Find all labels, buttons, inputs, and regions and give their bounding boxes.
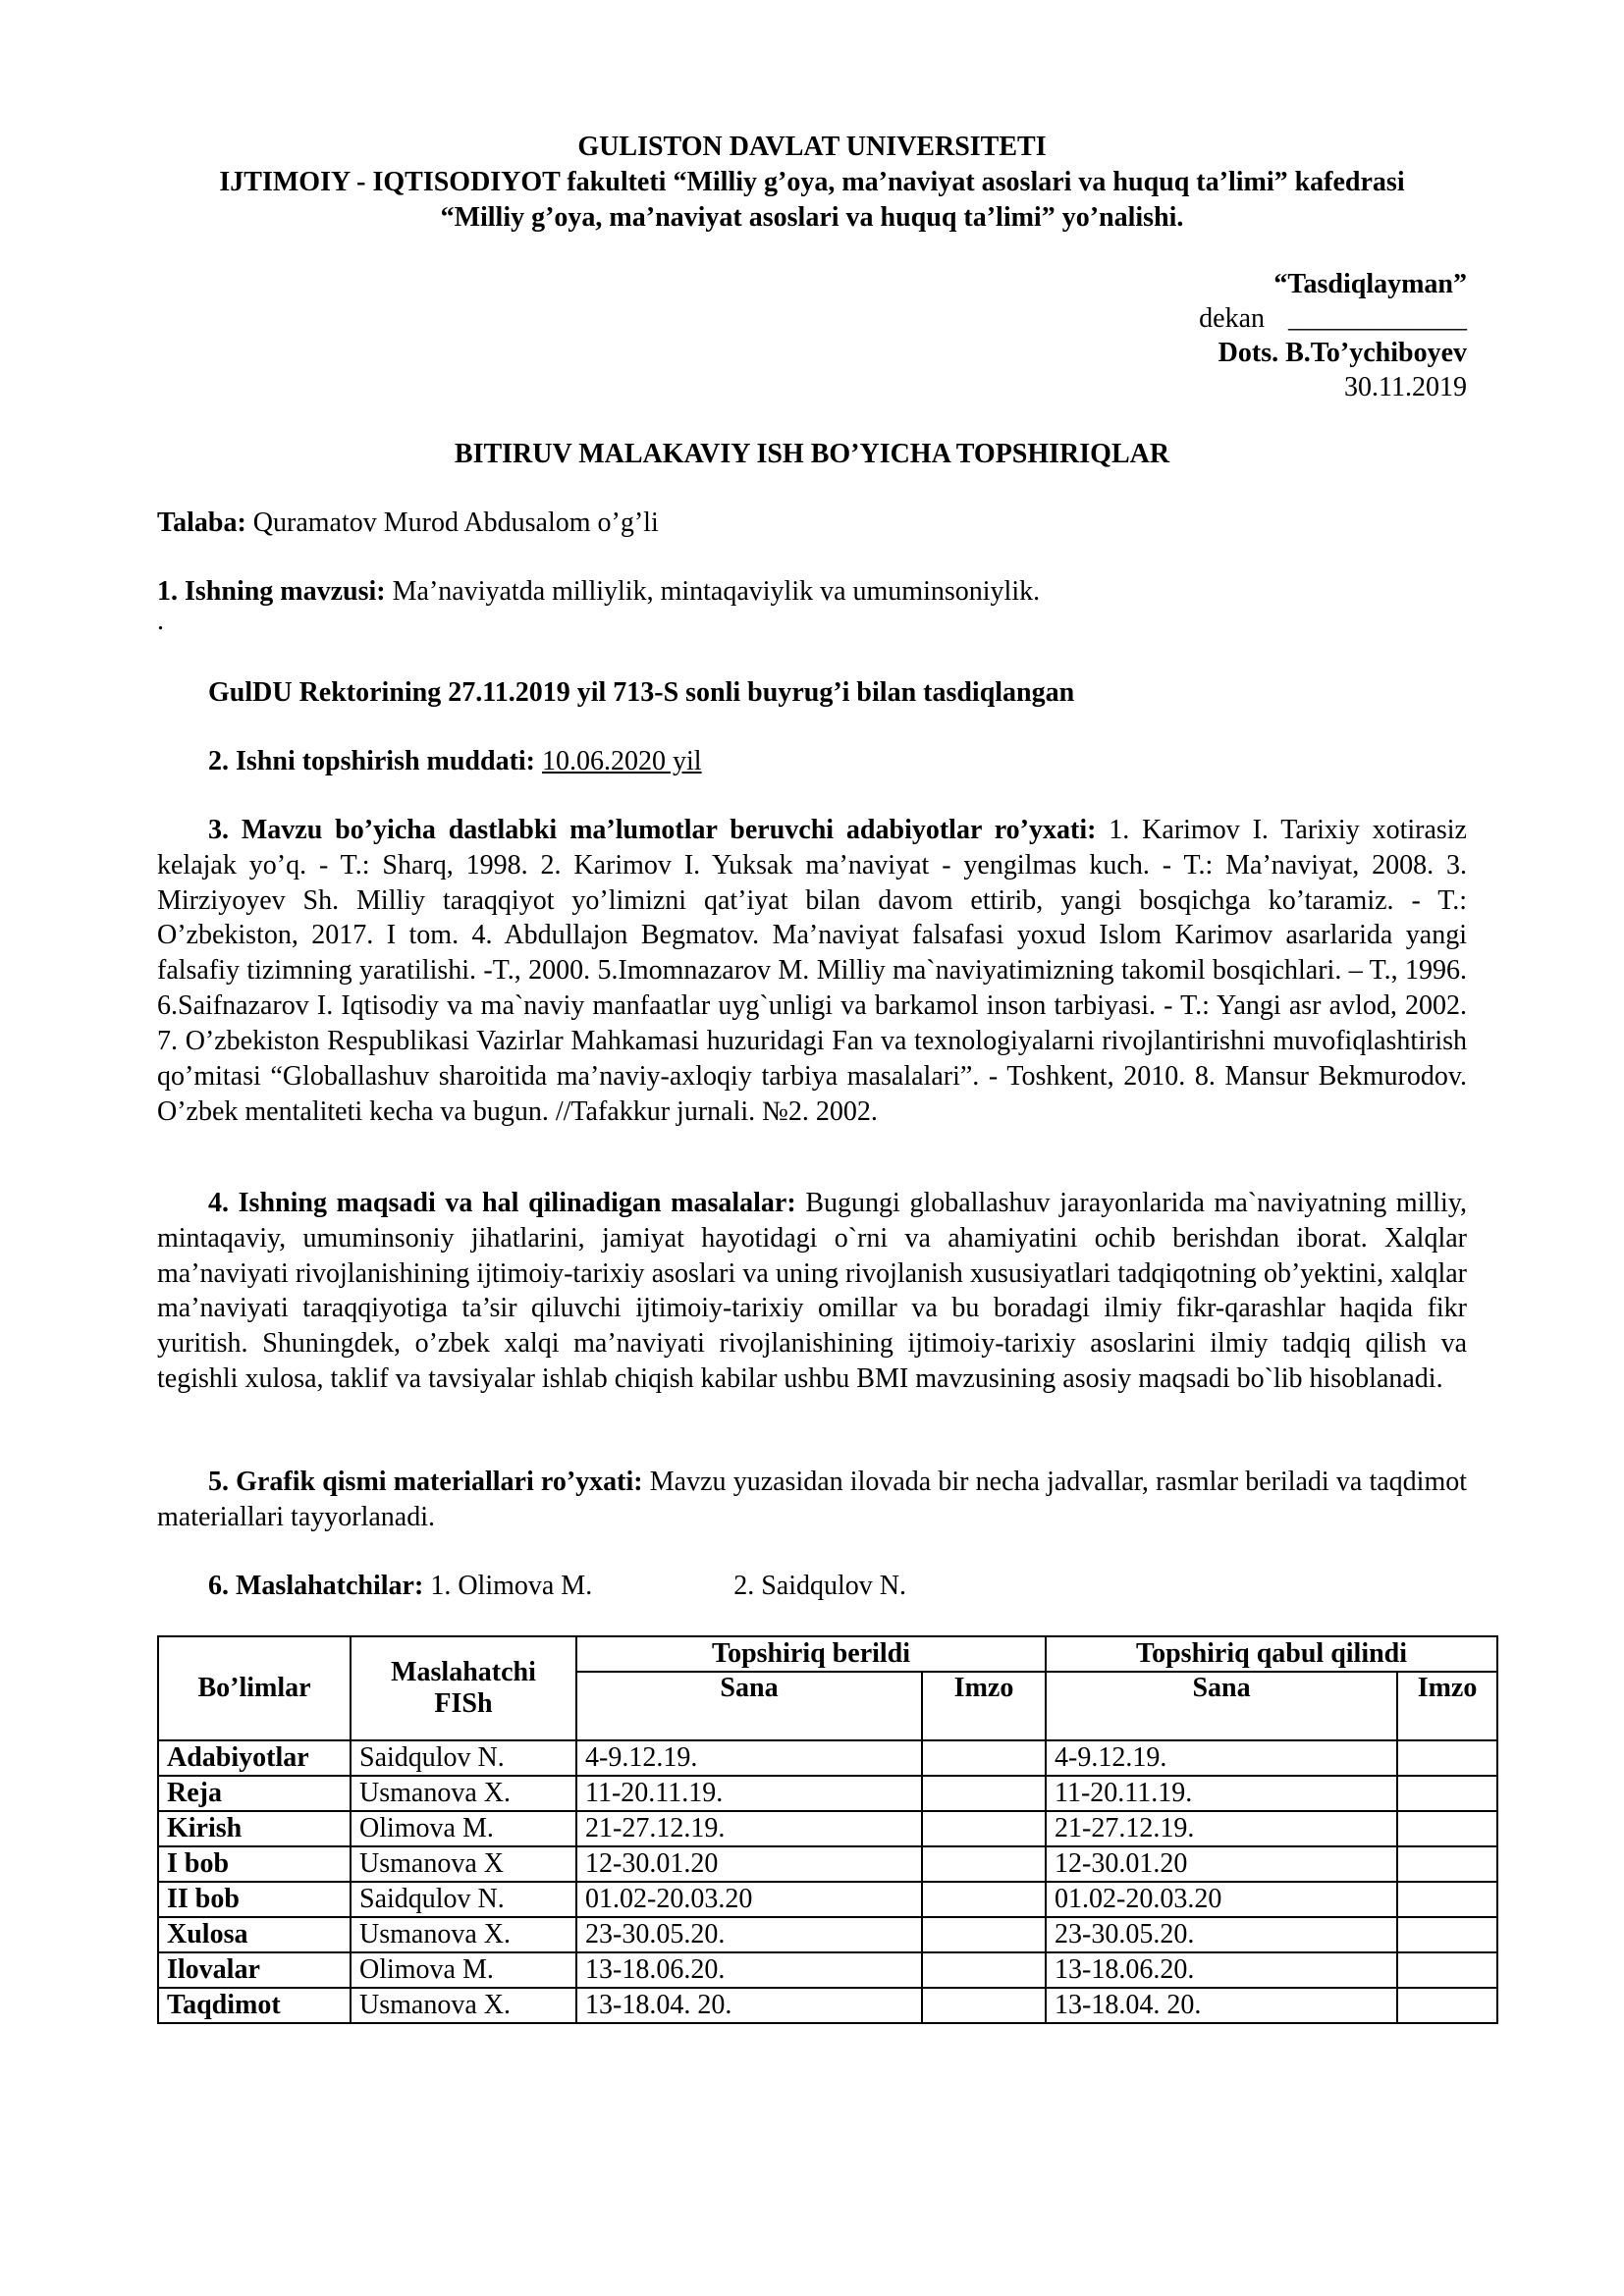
row-given-signature	[922, 1740, 1046, 1776]
stray-dot: .	[157, 606, 164, 636]
row-accepted-date: 11-20.11.19.	[1046, 1776, 1397, 1811]
advisors-label: 6. Maslahatchilar:	[208, 1571, 424, 1601]
approval-signature-line: _____________	[1288, 303, 1467, 334]
table-row	[158, 1740, 1497, 1776]
row-accepted-date: 21-27.12.19.	[1046, 1811, 1397, 1846]
row-accepted-signature	[1397, 1740, 1497, 1776]
row-advisor: Olimova M.	[351, 1811, 576, 1846]
row-given-signature	[922, 1917, 1046, 1952]
faculty-line: IJTIMOIY - IQTISODIYOT fakulteti “Milliy g’oya, ma’naviyat asoslari va huquq ta’limi” kafedrasi	[219, 167, 1405, 197]
schedule-body	[158, 1740, 1497, 2023]
table-row	[158, 1776, 1497, 1811]
header-given-date: Sana	[576, 1672, 922, 1740]
row-accepted-signature	[1397, 1988, 1497, 2023]
header-given-signature: Imzo	[922, 1672, 1046, 1740]
literature-label: 3. Mavzu bo’yicha dastlabki ma’lumotlar beruvchi adabiyotlar ro’yxati:	[208, 815, 1097, 845]
header-advisor-line2: FISh	[434, 1688, 493, 1719]
row-given-date: 12-30.01.20	[576, 1846, 922, 1882]
header-given: Topshiriq berildi	[576, 1636, 1046, 1672]
schedule-table	[157, 1635, 1498, 2024]
row-advisor: Saidqulov N.	[351, 1882, 576, 1917]
row-accepted-date: 13-18.04. 20.	[1046, 1988, 1397, 2023]
row-section: Ilovalar	[158, 1952, 351, 1988]
row-given-date: 13-18.04. 20.	[576, 1988, 922, 2023]
graphics-paragraph	[157, 1465, 1467, 1535]
literature-paragraph	[157, 813, 1467, 1129]
row-given-signature	[922, 1811, 1046, 1846]
table-row	[158, 1917, 1497, 1952]
row-accepted-date: 12-30.01.20	[1046, 1846, 1397, 1882]
row-accepted-date: 23-30.05.20.	[1046, 1917, 1397, 1952]
row-accepted-signature	[1397, 1917, 1497, 1952]
row-advisor: Saidqulov N.	[351, 1740, 576, 1776]
topic-label: 1. Ishning mavzusi:	[157, 576, 386, 607]
literature-text: 1. Karimov I. Tarixiy xotirasiz kelajak yo’q. - T.: Sharq, 1998. 2. Karimov I. Yuksak ma’naviyat - yengilmas kuch. - T.: Ma’naviyat, 2008. 3. Mirziyoyev Sh. Milliy taraqqiyot yo’limizni qat’iyat bilan davom ettirib, yangi bosqichga ko’taramiz. - T.: O’zbekiston, 2017. I tom. 4. Abdullajon Begmatov. Ma’naviyat falsafasi yoxud Islom Karimov asarlarida yangi falsafiy tizimning yaratilishi. -T., 2000. 5.Imomnazarov M. Milliy ma`naviyatimizning takomil bosqichlari. – T., 1996. 6.Saifnazarov I. Iqtisodiy va ma`naviy manfaatlar uyg`unligi va barkamol inson tarbiyasi. - T.: Yangi asr avlod, 2002. 7. O’zbekiston Respublikasi Vazirlar Mahkamasi huzuridagi Fan va texnologiyalarni rivojlantirishni muvofiqlashtirish qo’mitasi “Globallashuv sharoitida ma’naviy-axloqiy tarbiya masalalari”. - Toshkent, 2010. 8. Mansur Bekmurodov. O’zbek mentaliteti kecha va bugun. //Tafakkur jurnali. №2. 2002.	[157, 815, 1467, 1127]
direction-line: “Milliy g’oya, ma’naviyat asoslari va huquq ta’limi” yo’nalishi.	[440, 202, 1184, 233]
goals-label: 4. Ishning maqsadi va hal qilinadigan masalalar:	[208, 1188, 796, 1218]
row-given-date: 21-27.12.19.	[576, 1811, 922, 1846]
row-given-signature	[922, 1846, 1046, 1882]
row-section: Xulosa	[158, 1917, 351, 1952]
document-title: BITIRUV MALAKAVIY ISH BO’YICHA TOPSHIRIQLAR	[454, 439, 1170, 469]
row-accepted-date: 4-9.12.19.	[1046, 1740, 1397, 1776]
row-advisor: Olimova M.	[351, 1952, 576, 1988]
approval-date: 30.11.2019	[1344, 372, 1467, 402]
table-row	[158, 1952, 1497, 1988]
advisor-second: 2. Saidqulov N.	[733, 1571, 906, 1601]
topic-text: Ma’naviyatda milliylik, mintaqaviylik va umuminsoniylik.	[392, 576, 1041, 607]
row-given-signature	[922, 1988, 1046, 2023]
advisors-line	[157, 1569, 1467, 1604]
approval-role: dekan	[1199, 303, 1265, 334]
header-accepted-signature: Imzo	[1397, 1672, 1497, 1740]
goals-text: Bugungi globallashuv jarayonlarida ma`naviyatning milliy, mintaqaviy, umuminsoniy jihatlarini, jamiyat hayotidagi o`rni va ahamiyatini ochib berishdan iborat. Xalqlar ma’naviyati rivojlanishining ijtimoiy-tarixiy asoslari va uning rivojlanish xususiyatlari tadqiqotning ob’yektini, xalqlar ma’naviyati taraqqiyotiga ta’sir qiluvchi ijtimoiy-tarixiy omillar va bu boradagi ilmiy fikr-qarashlar haqida fikr yuritish. Shuningdek, o’zbek xalqi ma’naviyati rivojlanishining ijtimoiy-tarixiy asoslarini ilmiy tadqiq qilish va tegishli xulosa, taklif va tavsiyalar ishlab chiqish kabilar ushbu BMI mavzusining asosiy maqsadi bo`lib hisoblanadi.	[157, 1188, 1467, 1395]
header-accepted: Topshiriq qabul qilindi	[1046, 1636, 1497, 1672]
deadline-label: 2. Ishni topshirish muddati:	[208, 746, 536, 776]
header-sections: Bo’limlar	[158, 1636, 351, 1740]
deadline-line	[157, 744, 1467, 779]
row-section: Reja	[158, 1776, 351, 1811]
goals-paragraph	[157, 1186, 1467, 1397]
row-accepted-date: 13-18.06.20.	[1046, 1952, 1397, 1988]
rector-order-line: GulDU Rektorining 27.11.2019 yil 713-S sonli buyrug’i bilan tasdiqlangan	[208, 677, 1075, 708]
row-section: II bob	[158, 1882, 351, 1917]
header-advisor	[351, 1636, 576, 1740]
student-name: Quramatov Murod Abdusalom o’g’li	[252, 507, 659, 538]
graphics-text: Mavzu yuzasidan ilovada bir necha jadvallar, rasmlar beriladi va taqdimot materiallari tayyorlanadi.	[157, 1467, 1468, 1532]
deadline-value: 10.06.2020 yil	[542, 746, 702, 776]
table-row	[158, 1882, 1497, 1917]
university-name: GULISTON DAVLAT UNIVERSITETI	[577, 132, 1047, 162]
row-given-date: 01.02-20.03.20	[576, 1882, 922, 1917]
row-given-date: 11-20.11.19.	[576, 1776, 922, 1811]
row-advisor: Usmanova X	[351, 1846, 576, 1882]
advisor-first: 1. Olimova M.	[430, 1571, 593, 1601]
row-accepted-signature	[1397, 1776, 1497, 1811]
student-line	[157, 506, 1467, 541]
row-accepted-signature	[1397, 1811, 1497, 1846]
row-section: Taqdimot	[158, 1988, 351, 2023]
row-section: I bob	[158, 1846, 351, 1882]
row-section: Kirish	[158, 1811, 351, 1846]
row-given-signature	[922, 1882, 1046, 1917]
row-advisor: Usmanova X.	[351, 1917, 576, 1952]
row-advisor: Usmanova X.	[351, 1776, 576, 1811]
row-section: Adabiyotlar	[158, 1740, 351, 1776]
table-row	[158, 1988, 1497, 2023]
approval-dean-line	[1199, 301, 1467, 337]
table-row	[158, 1846, 1497, 1882]
approval-title: “Tasdiqlayman”	[1273, 269, 1467, 299]
row-accepted-signature	[1397, 1952, 1497, 1988]
row-given-date: 4-9.12.19.	[576, 1740, 922, 1776]
graphics-label: 5. Grafik qismi materiallari ro’yxati:	[208, 1467, 643, 1497]
table-row	[158, 1811, 1497, 1846]
row-given-date: 23-30.05.20.	[576, 1917, 922, 1952]
row-given-signature	[922, 1952, 1046, 1988]
row-advisor: Usmanova X.	[351, 1988, 576, 2023]
student-label: Talaba:	[157, 507, 246, 538]
row-accepted-date: 01.02-20.03.20	[1046, 1882, 1397, 1917]
row-given-date: 13-18.06.20.	[576, 1952, 922, 1988]
header-advisor-line1: Maslahatchi	[391, 1657, 536, 1687]
table-header-row-1	[158, 1636, 1497, 1672]
header-accepted-date: Sana	[1046, 1672, 1397, 1740]
row-given-signature	[922, 1776, 1046, 1811]
approval-name: Dots. B.To’ychiboyev	[1218, 338, 1467, 368]
row-accepted-signature	[1397, 1882, 1497, 1917]
row-accepted-signature	[1397, 1846, 1497, 1882]
